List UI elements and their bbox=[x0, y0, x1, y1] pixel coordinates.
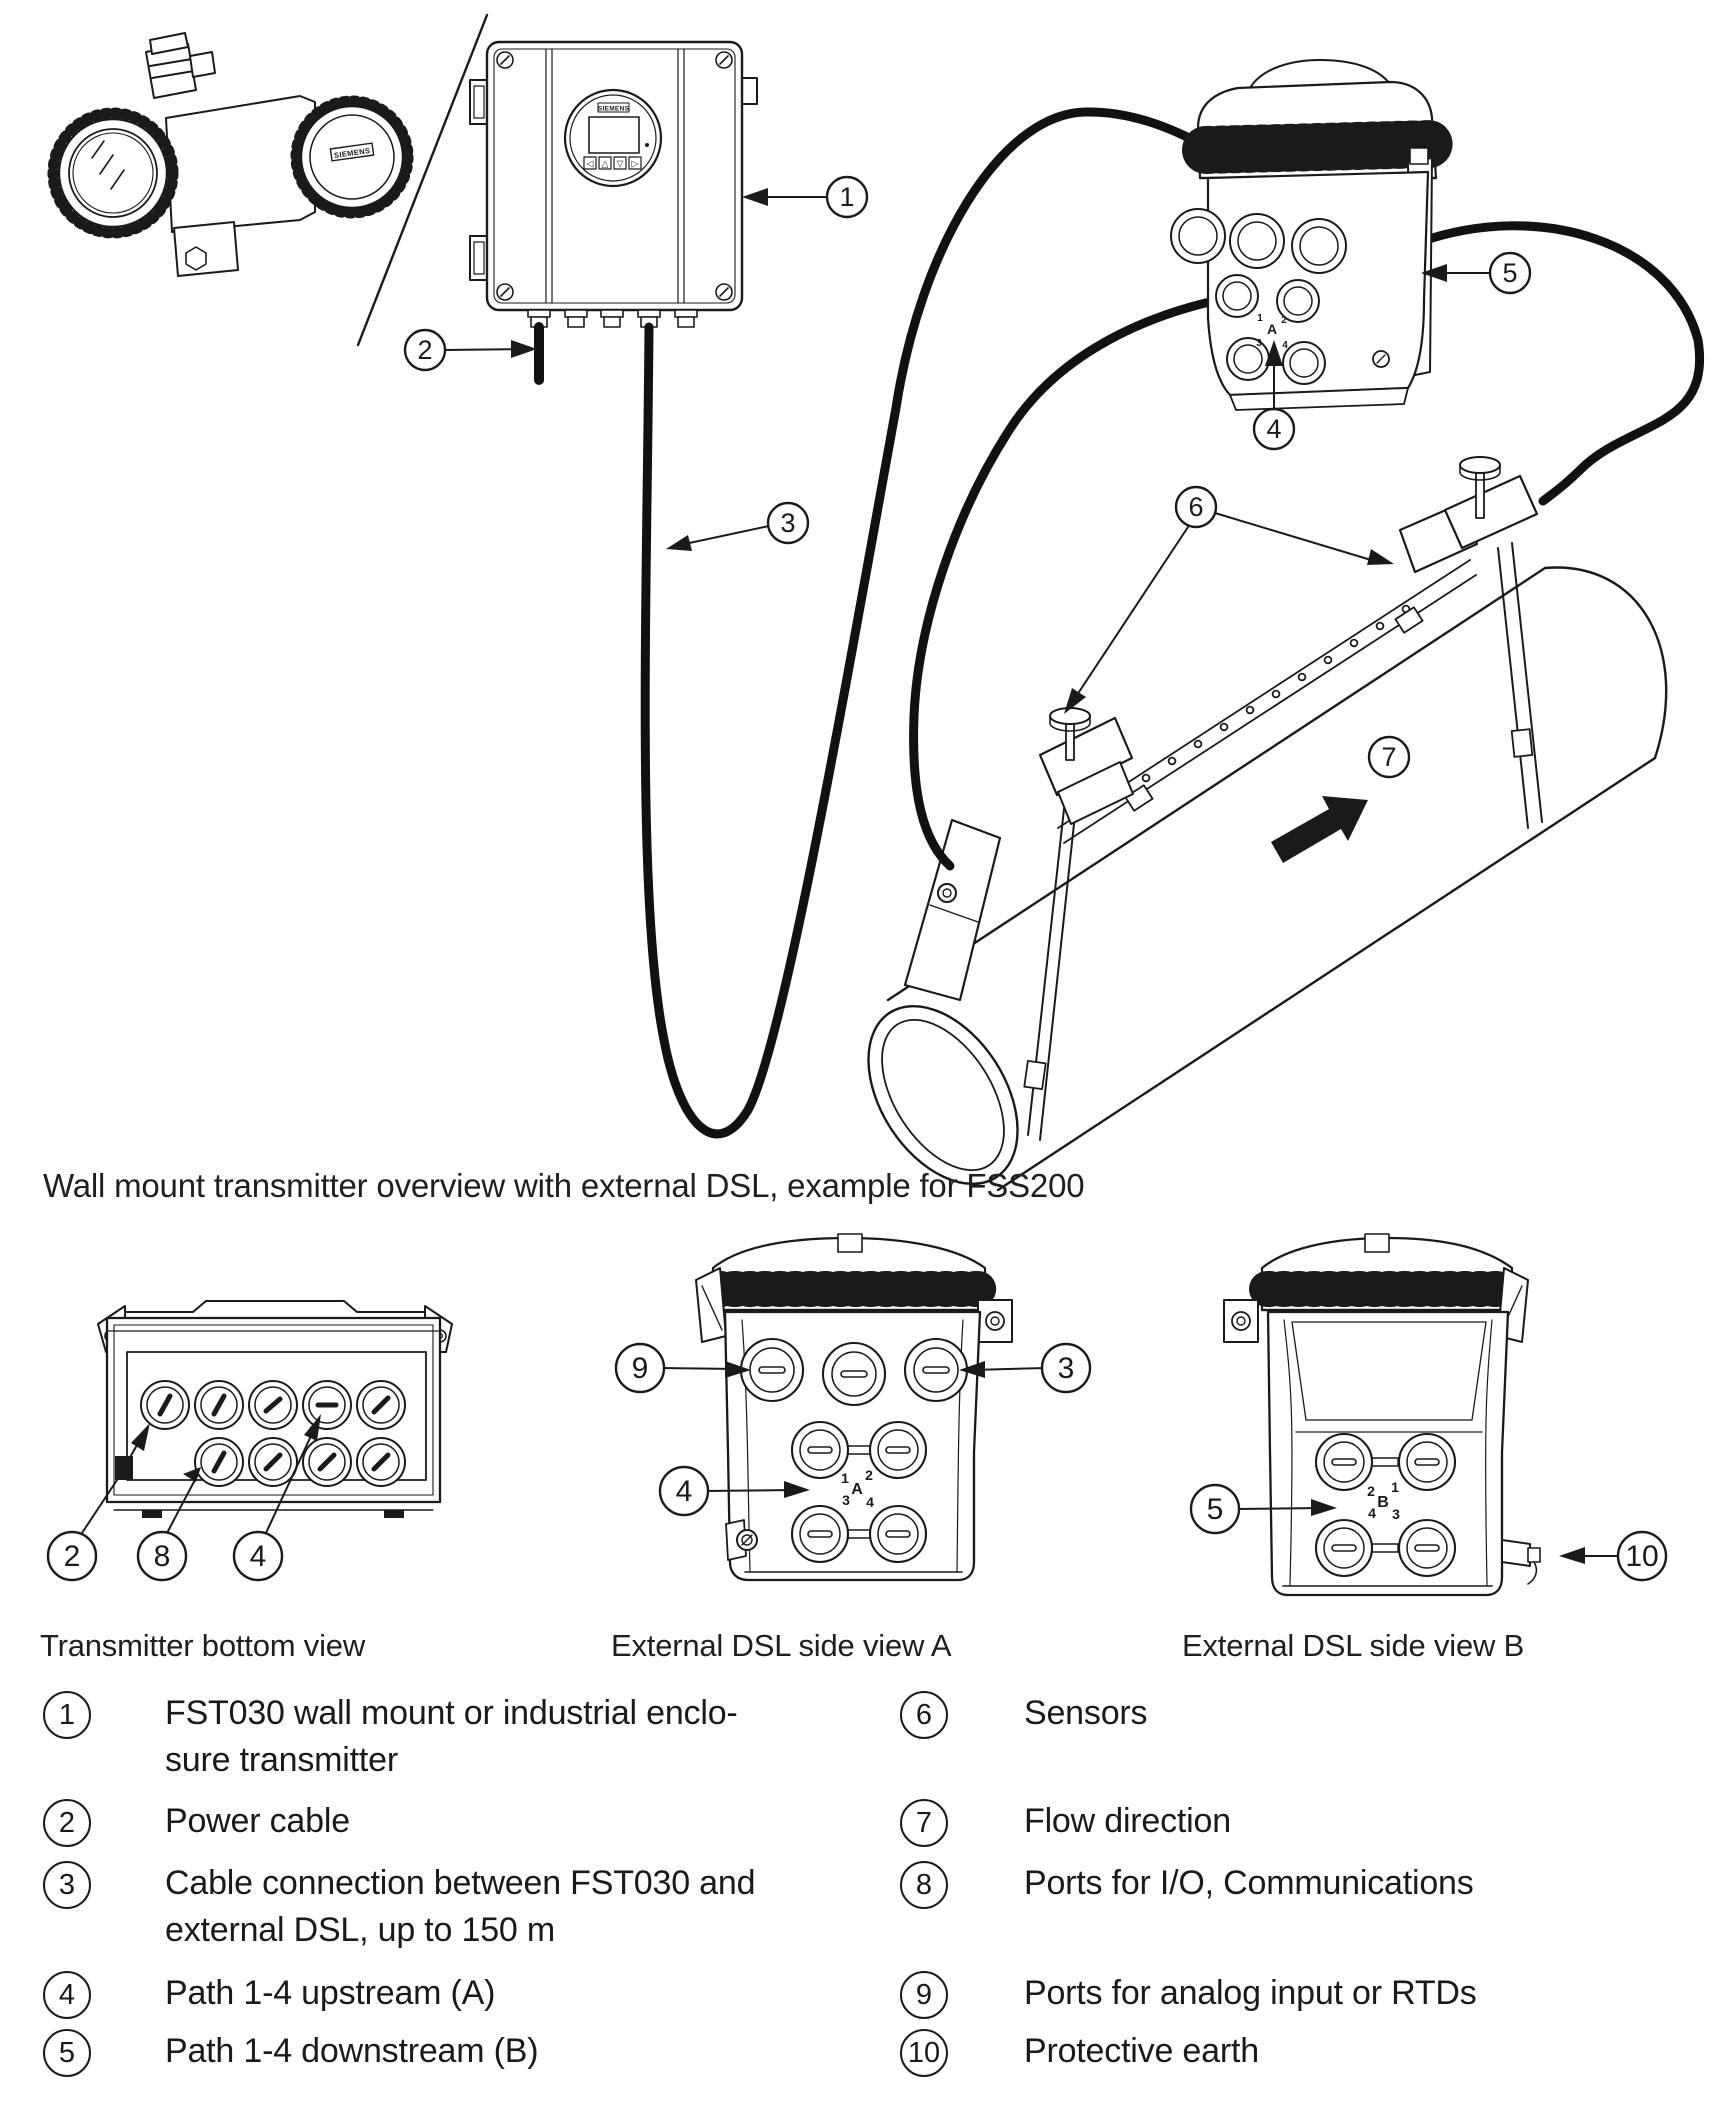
external-dsl-drawing bbox=[1171, 60, 1436, 410]
svg-text:A: A bbox=[851, 1481, 863, 1498]
legend-text-2: Power cable bbox=[165, 1802, 350, 1840]
callout-2 bbox=[405, 330, 537, 370]
svg-text:4: 4 bbox=[249, 1540, 267, 1573]
svg-text:3: 3 bbox=[1057, 1352, 1075, 1385]
brand-plate-compact: SIEMENS bbox=[333, 145, 371, 160]
legend-number-4: 4 bbox=[43, 1971, 91, 2019]
legend-text-7: Flow direction bbox=[1024, 1802, 1231, 1840]
callout-7 bbox=[1369, 737, 1409, 777]
svg-text:7: 7 bbox=[1381, 742, 1397, 772]
cable-glands bbox=[528, 310, 697, 327]
svg-text:2: 2 bbox=[1281, 315, 1287, 326]
legend-text-5: Path 1-4 downstream (B) bbox=[165, 2032, 539, 2070]
svg-text:1: 1 bbox=[841, 1470, 849, 1486]
callout-6 bbox=[1064, 487, 1394, 714]
legend-number-10: 10 bbox=[900, 2029, 948, 2077]
svg-text:2: 2 bbox=[417, 335, 433, 365]
svg-text:4: 4 bbox=[675, 1475, 693, 1508]
svg-text:2: 2 bbox=[1367, 1483, 1375, 1499]
compact-transmitter-drawing bbox=[53, 33, 408, 276]
legend-text-10: Protective earth bbox=[1024, 2032, 1259, 2070]
svg-text:4: 4 bbox=[866, 1494, 874, 1510]
legend-text-3-line1: Cable connection between FST030 and bbox=[165, 1864, 756, 1902]
legend-text-8: Ports for I/O, Communications bbox=[1024, 1864, 1474, 1902]
brand-plate-hmi: SIEMENS bbox=[597, 105, 630, 113]
key-down-icon: ▽ bbox=[616, 158, 624, 169]
legend-number-1: 1 bbox=[43, 1691, 91, 1739]
legend-item-4 bbox=[43, 1970, 495, 2019]
legend-text-1 bbox=[165, 1690, 738, 1784]
label-transmitter-bottom-view: Transmitter bottom view bbox=[40, 1628, 366, 1663]
legend-number-6: 6 bbox=[900, 1691, 948, 1739]
svg-text:A: A bbox=[1266, 321, 1278, 337]
label-external-dsl-side-view-b: External DSL side view B bbox=[1182, 1628, 1525, 1663]
transmitter-bottom-view-drawing bbox=[48, 1301, 452, 1580]
dsl-side-view-b-drawing bbox=[1191, 1234, 1666, 1595]
svg-text:10: 10 bbox=[1625, 1540, 1659, 1573]
legend-text-1-line2: sure transmitter bbox=[165, 1741, 398, 1779]
key-left-icon: ◁ bbox=[586, 158, 594, 169]
svg-text:3: 3 bbox=[780, 508, 796, 538]
legend-text-4: Path 1-4 upstream (A) bbox=[165, 1974, 496, 2012]
legend-number-8: 8 bbox=[900, 1861, 948, 1909]
key-right-icon: ▷ bbox=[631, 158, 639, 169]
legend-item-7 bbox=[900, 1798, 1231, 1847]
legend-number-2: 2 bbox=[43, 1799, 91, 1847]
flow-direction-arrow bbox=[1271, 796, 1368, 863]
legend-item-8 bbox=[900, 1860, 1474, 1909]
svg-text:2: 2 bbox=[865, 1467, 873, 1483]
legend-item-10 bbox=[900, 2028, 1259, 2077]
legend-item-9 bbox=[900, 1970, 1477, 2019]
figure-caption: Wall mount transmitter overview with external DSL, example for FSS200 bbox=[43, 1167, 1085, 1204]
svg-text:2: 2 bbox=[63, 1540, 81, 1573]
callout-5 bbox=[1421, 253, 1530, 293]
legend-item-2 bbox=[43, 1798, 350, 1847]
dsl-side-view-a-drawing bbox=[616, 1234, 1090, 1580]
svg-text:5: 5 bbox=[1502, 258, 1518, 288]
sensor-upstream bbox=[1400, 457, 1542, 828]
legend-number-7: 7 bbox=[900, 1799, 948, 1847]
legend-text-1-line1: FST030 wall mount or industrial enclo- bbox=[165, 1694, 738, 1732]
legend-text-3-line2: external DSL, up to 150 m bbox=[165, 1911, 556, 1949]
svg-text:5: 5 bbox=[1206, 1493, 1224, 1526]
callout-3 bbox=[666, 503, 808, 551]
legend-text-3 bbox=[165, 1860, 755, 1954]
svg-text:3: 3 bbox=[842, 1492, 850, 1508]
legend-number-5: 5 bbox=[43, 2029, 91, 2077]
svg-text:9: 9 bbox=[631, 1352, 649, 1385]
svg-text:6: 6 bbox=[1188, 492, 1204, 522]
legend-text-9: Ports for analog input or RTDs bbox=[1024, 1974, 1477, 2012]
sensor-cable-upstream bbox=[1420, 226, 1700, 501]
callout-1 bbox=[742, 177, 867, 217]
legend-item-5 bbox=[43, 2028, 538, 2077]
svg-text:3: 3 bbox=[1256, 338, 1262, 349]
svg-text:1: 1 bbox=[839, 182, 855, 212]
svg-text:3: 3 bbox=[1392, 1506, 1400, 1522]
svg-text:B: B bbox=[1377, 1494, 1389, 1511]
legend-text-6: Sensors bbox=[1024, 1694, 1148, 1732]
svg-text:8: 8 bbox=[153, 1540, 171, 1573]
svg-text:4: 4 bbox=[1266, 414, 1282, 444]
key-up-icon: △ bbox=[601, 158, 609, 169]
label-external-dsl-side-view-a: External DSL side view A bbox=[611, 1628, 952, 1663]
legend-number-9: 9 bbox=[900, 1971, 948, 2019]
svg-text:1: 1 bbox=[1257, 313, 1263, 324]
svg-text:4: 4 bbox=[1282, 340, 1288, 351]
legend-item-3 bbox=[43, 1860, 755, 1954]
pipe-and-sensors-drawing bbox=[838, 457, 1667, 1211]
svg-text:4: 4 bbox=[1368, 1505, 1376, 1521]
hmi-display-drawing bbox=[565, 90, 661, 186]
legend-number-3: 3 bbox=[43, 1861, 91, 1909]
legend-item-6 bbox=[900, 1690, 1147, 1739]
wall-mount-transmitter-drawing bbox=[470, 42, 757, 327]
svg-text:1: 1 bbox=[1391, 1479, 1399, 1495]
legend-item-1 bbox=[43, 1690, 738, 1784]
protective-earth-lug bbox=[1502, 1540, 1540, 1584]
